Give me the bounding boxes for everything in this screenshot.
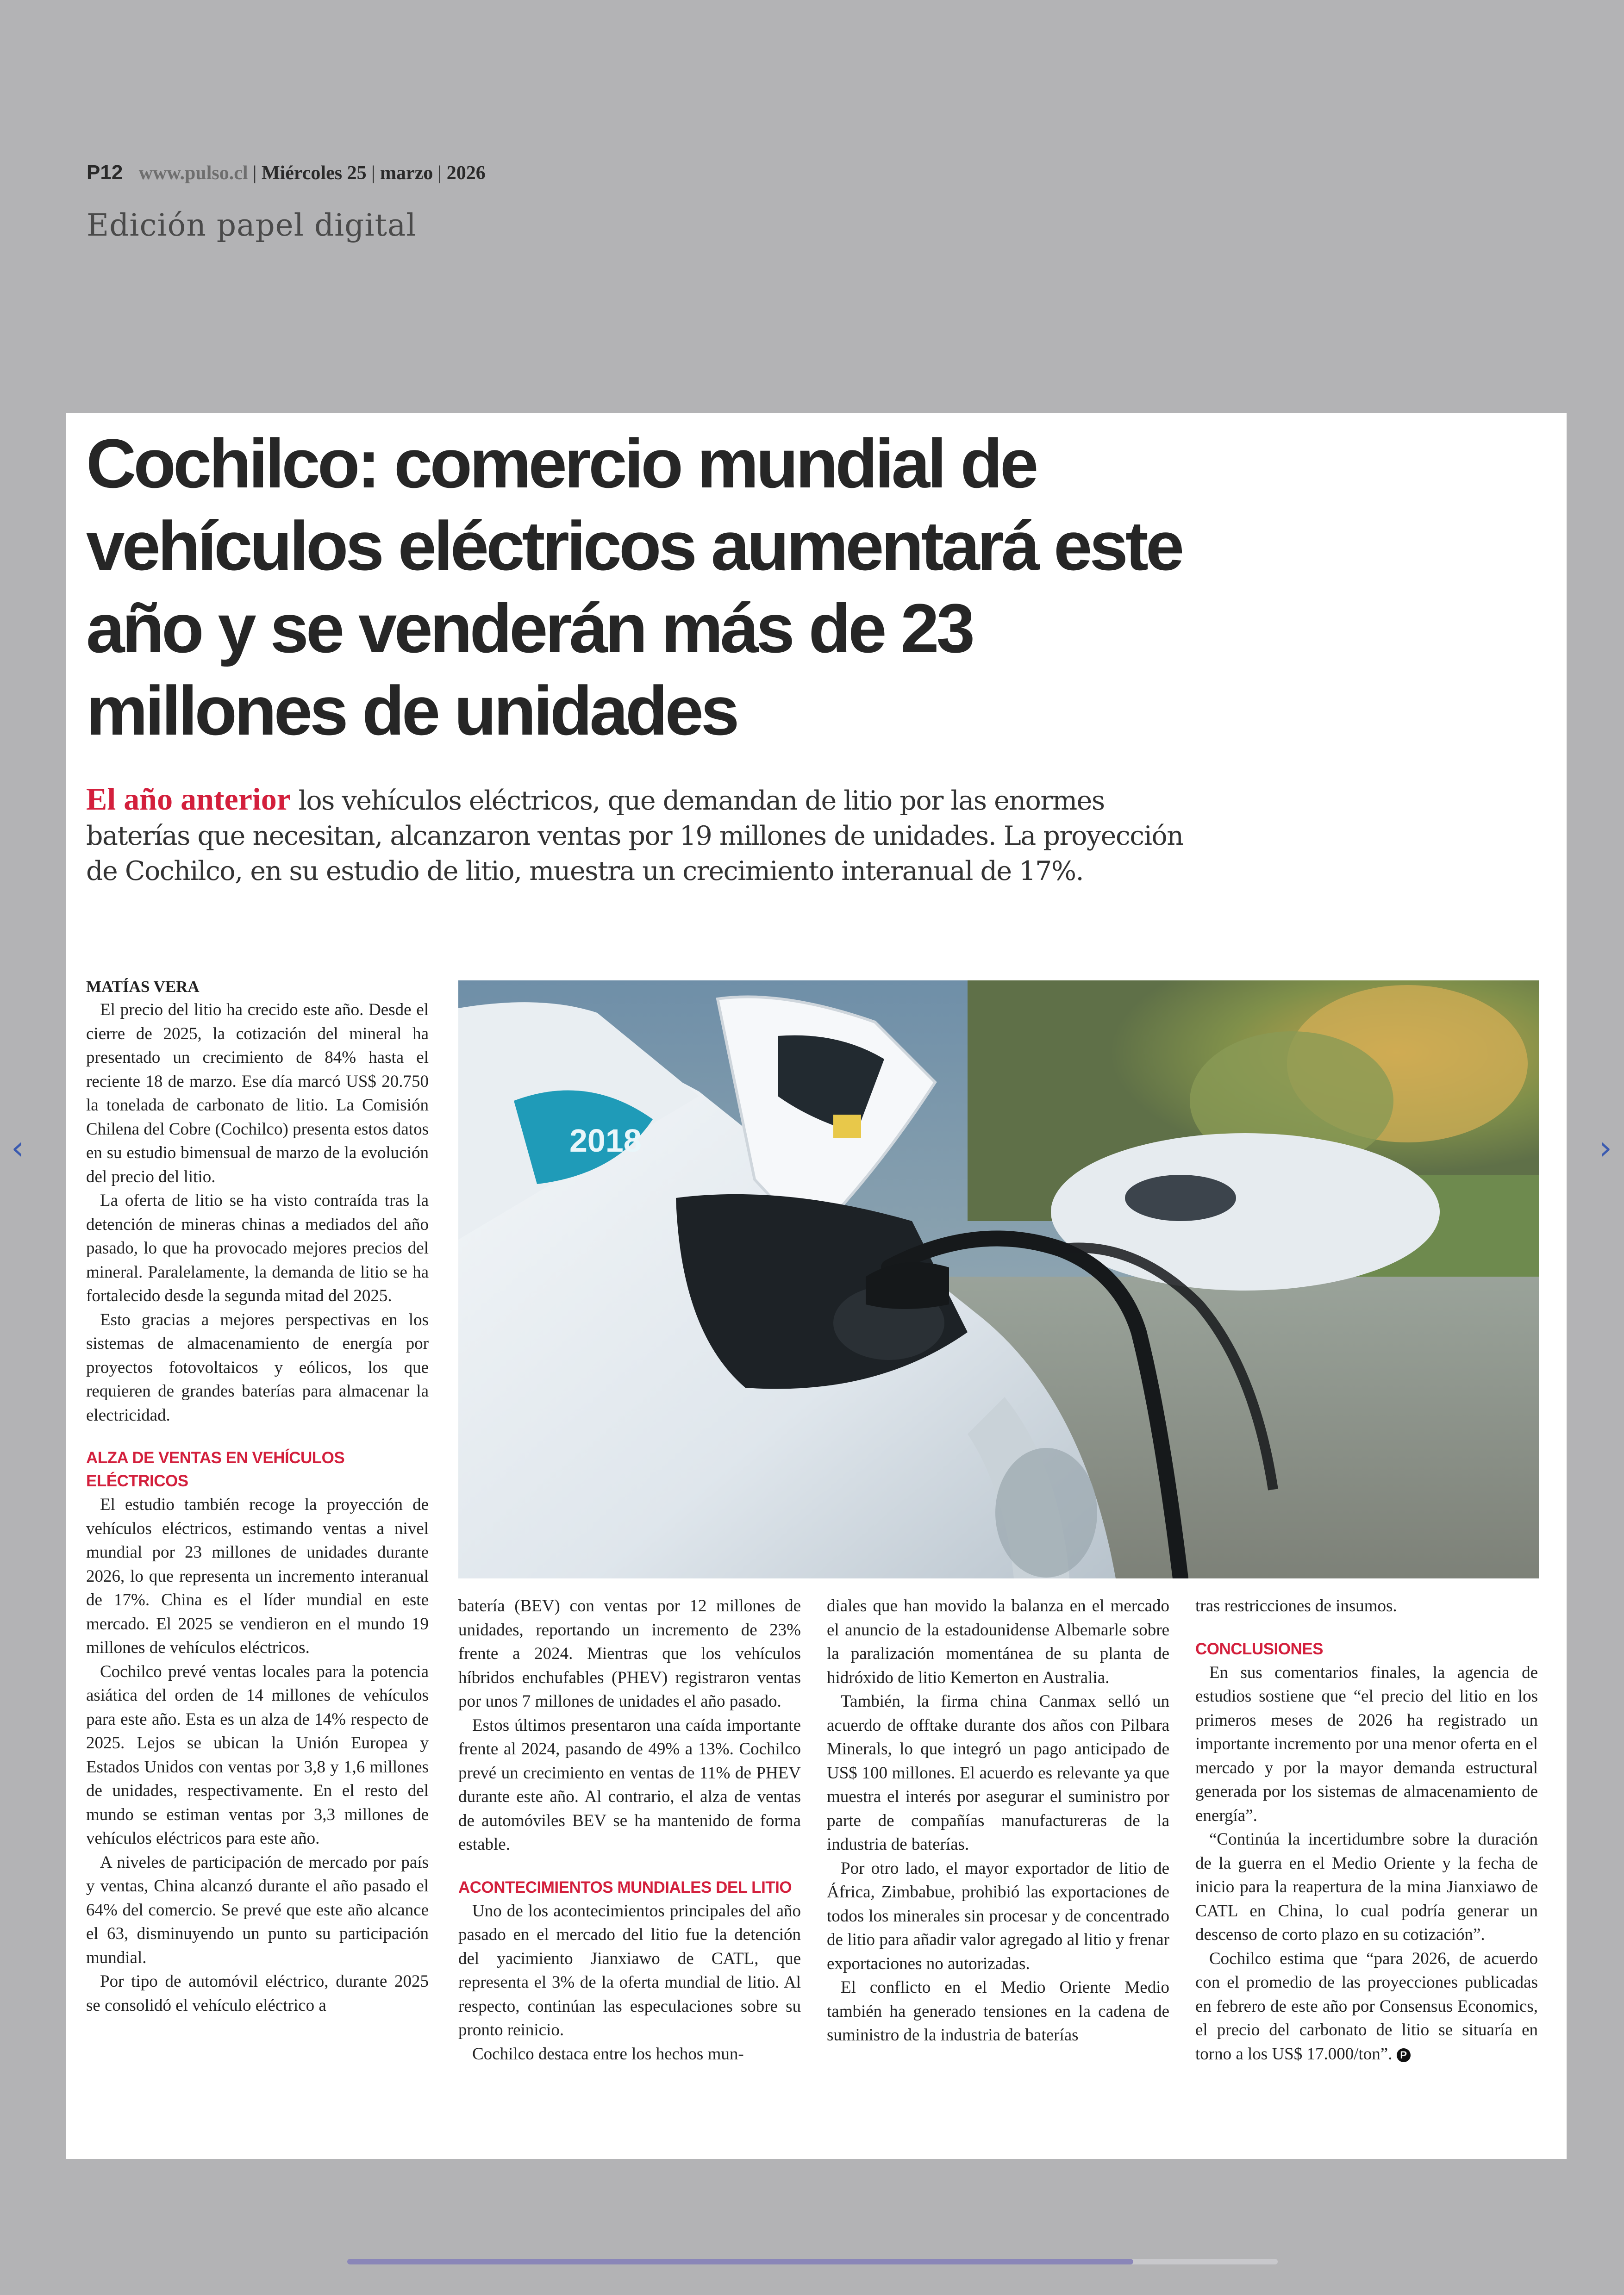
article-column-3 <box>827 1594 1169 2047</box>
article-column-1 <box>86 976 429 2017</box>
section-heading: CONCLUSIONES <box>1195 1640 1323 1658</box>
paragraph: El estudio también recoge la proyección de vehículos eléctricos, estimando ventas a nivel mundial por 23 millones de unidades durante 2026, lo que representa un incremento interanual de 17%. China es el líder mundial en este mercado. El 2025 se vendieron en el mundo 19 millones de vehículos eléctricos. <box>86 1495 429 1657</box>
paragraph: tras restricciones de insumos. <box>1195 1597 1397 1615</box>
paragraph: En sus comentarios finales, la agencia de estudios sostiene que “el precio del litio en los primeros meses de 2026 ha registrado un importante incremento por una menor oferta en el mercado y por la mayor demanda estructural generada por los sistemas de almacenamiento de energía”. <box>1195 1663 1538 1825</box>
page-scrollbar[interactable] <box>347 2259 1278 2264</box>
lede-kicker: El año anterior <box>86 781 291 817</box>
issue-day: Miércoles 25 <box>261 162 367 184</box>
paragraph: Cochilco prevé ventas locales para la potencia asiática del orden de 14 millones de vehículos para este año. Esta es un alza de 14% respecto de 2025. Lejos se ubican la Unión Europea y Estados Unidos con ventas por 3,8 y 1,6 millones de unidades, respectivamente. En el resto del mundo se estiman ventas por 3,3 millones de vehículos eléctricos para este año. <box>86 1662 429 1848</box>
paragraph: A niveles de participación de mercado por país y ventas, China alcanzó durante el año pasado el 64% del comercio. Se prevé que este año alcance el 63, disminuyendo un punto su participación mundial. <box>86 1852 429 1967</box>
paragraph: Por otro lado, el mayor exportador de litio de África, Zimbabue, prohibió las exportaciones de todos los minerales sin procesar y de concentrado de litio para añadir valor agregado al litio y frenar exportaciones no autorizadas. <box>827 1858 1169 1973</box>
article-headline: Cochilco: comercio mundial de vehículos eléctricos aumentará este año y se venderán más de 23 millones de unidades <box>86 424 1182 749</box>
edition-label: Edición papel digital <box>87 207 417 243</box>
page-meta: P12 www.pulso.cl | Miércoles 25 | marzo | 2026 <box>87 161 486 184</box>
chevron-right-icon[interactable]: › <box>1599 1129 1612 1167</box>
paragraph: diales que han movido la balanza en el mercado el anuncio de la estadounidense Albemarle sobre la paralización momentánea de su planta de hidróxido de litio Kemerton en Australia. <box>827 1597 1169 1687</box>
chevron-left-icon[interactable]: ‹ <box>11 1129 24 1167</box>
newspaper-page <box>66 413 1567 2159</box>
paragraph: Cochilco destaca entre los hechos mun- <box>472 2044 744 2064</box>
paragraph: El precio del litio ha crecido este año. Desde el cierre de 2025, la cotización del mineral ha presentado un crecimiento de 84% hasta el reciente 18 de marzo. Ese día marcó US$ 20.750 la tonelada de carbonato de litio. La Comisión Chilena del Cobre (Cochilco) presenta estos datos en su estudio bimensual de marzo de la evolución del precio del litio. <box>86 1000 429 1186</box>
site-url[interactable]: www.pulso.cl <box>138 162 248 184</box>
section-heading: ACONTECIMIENTOS MUNDIALES DEL LITIO <box>458 1878 792 1896</box>
issue-month: marzo <box>380 162 433 184</box>
paragraph: Esto gracias a mejores perspectivas en los sistemas de almacenamiento de energía por proyectos fotovoltaicos y eólicos, los que requieren de grandes baterías para almacenar la electricidad. <box>86 1310 429 1425</box>
article-column-4 <box>1195 1594 1538 2066</box>
paragraph: Por tipo de automóvil eléctrico, durante 2025 se consolidó el vehículo eléctrico a <box>86 1972 429 2015</box>
paragraph: “Continúa la incertidumbre sobre la duración de la guerra en el Medio Oriente y la fecha de inicio para la reapertura de la mina Jianxiawo de CATL en China, lo cual podría generar un descenso de corto plazo en su cotización”. <box>1195 1830 1538 1944</box>
paragraph <box>1195 1947 1538 2066</box>
article-lede <box>86 781 1216 889</box>
ev-charging-photo <box>458 980 1539 1578</box>
article-column-2 <box>458 1594 801 2066</box>
page-number: P12 <box>87 161 123 184</box>
paragraph: batería (BEV) con ventas por 12 millones de unidades, reportando un incremento de 23% frente a 2024. Mientras que los vehículos híbridos enchufables (PHEV) registraron ventas por unos 7 millones de unidades el año pasado. <box>458 1597 801 1711</box>
lede-text: los vehículos eléctricos, que demandan de litio por las enormes baterías que necesitan, alcanzaron ventas por 19 millones de unidades. La proyección de Cochilco, en su estudio de litio, muestra un crecimiento interanual de 17%. <box>86 786 1183 886</box>
photo-badge-text: 2018 <box>569 1123 642 1159</box>
section-heading: ALZA DE VENTAS EN VEHÍCULOS ELÉCTRICOS <box>86 1449 345 1490</box>
paragraph: Uno de los acontecimientos principales del año pasado en el mercado del litio fue la detención del yacimiento Jianxiawo de CATL, que representa el 3% de la oferta mundial de litio. Al respecto, continúan las especulaciones sobre su pronto reinicio. <box>458 1901 801 2039</box>
scrollbar-thumb[interactable] <box>347 2259 1133 2264</box>
paragraph-text: Cochilco estima que “para 2026, de acuerdo con el promedio de las proyecciones publicadas en febrero de este año por Consensus Economics, el precio del carbonato de litio se situaría en torno a los US$ 17.000/ton”. <box>1195 1949 1538 2064</box>
end-mark-icon: P <box>1397 2048 1411 2062</box>
paragraph: Estos últimos presentaron una caída importante frente al 2024, pasando de 49% a 13%. Cochilco prevé un crecimiento en ventas de 11% de PHEV durante este año. Al contrario, el alza de ventas de automóviles BEV se ha mantenido de forma estable. <box>458 1715 801 1854</box>
issue-year: 2026 <box>446 162 486 184</box>
paragraph: El conflicto en el Medio Oriente Medio también ha generado tensiones en la cadena de suministro de la industria de baterías <box>827 1978 1169 2045</box>
paragraph: La oferta de litio se ha visto contraída tras la detención de mineras chinas a mediados del año pasado, lo que ha provocado mejores precios del mineral. Paralelamente, la demanda de litio se ha fortalecido desde la segunda mitad del 2025. <box>86 1191 429 1305</box>
paragraph: También, la firma china Canmax selló un acuerdo de offtake durante dos años con Pilbara Minerals, lo que integró un pago anticipado de US$ 100 millones. El acuerdo es relevante ya que muestra el interés por asegurar el suministro por parte de compañías manufactureras de la industria de baterías. <box>827 1692 1169 1854</box>
byline: MATÍAS VERA <box>86 978 200 996</box>
